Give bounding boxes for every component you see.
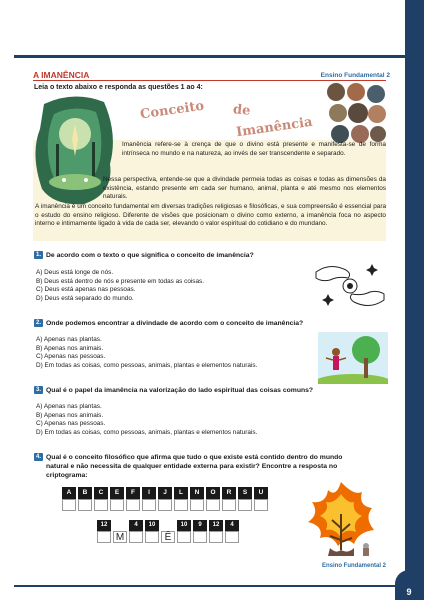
question-2-options (36, 336, 257, 370)
option[interactable]: B) Apenas nos animais. (36, 344, 104, 352)
question-number: 2. (35, 320, 41, 326)
question-1 (34, 251, 254, 260)
answer-letter-field[interactable] (129, 531, 143, 543)
key-letter: S (238, 487, 252, 499)
answer-letter-field[interactable] (209, 531, 223, 543)
question-2 (34, 319, 303, 328)
answer-letter-field[interactable] (225, 531, 239, 543)
deco-word-imanencia: Imanência (235, 114, 314, 141)
option[interactable]: A) Deus está longe de nós. (36, 269, 114, 276)
key-number-field[interactable] (142, 499, 156, 511)
key-letter: O (206, 487, 220, 499)
question-3-options (36, 403, 257, 437)
key-number-field[interactable] (78, 499, 92, 511)
deco-word-de: de (232, 102, 251, 119)
passage-paragraph-3: A imanência é um conceito fundamental em diversas tradições religiosas e filosóficas, e sua compreensão é essencial para o estudo do ensino religioso. Diferente de visões que posicionam o divino como externo, a imanência foca no aspecto interno e intimamente ligado à vida de cada ser, elevando o valor espiritual do cotidiano e do mundano. (35, 203, 386, 228)
question-text-line-2: natural e não necessita de qualquer entidade externa para existir? Encontre a resposta no (46, 463, 338, 470)
question-number: 3. (35, 387, 41, 393)
bottom-rule (14, 585, 395, 587)
key-letter: U (254, 487, 268, 499)
nature-mosaic-image (326, 82, 386, 144)
key-number-field[interactable] (126, 499, 140, 511)
key-number-field[interactable] (158, 499, 172, 511)
answer-letter-field[interactable]: M (113, 531, 127, 543)
key-number-field[interactable] (174, 499, 188, 511)
question-text-line-1: Qual é o conceito filosófico que afirma que tudo o que existe está contido dentro do mundo (46, 454, 343, 461)
key-letter: L (174, 487, 188, 499)
key-number-field[interactable] (190, 499, 204, 511)
answer-number: 10 (177, 520, 191, 531)
key-letter: F (126, 487, 140, 499)
key-number-field[interactable] (62, 499, 76, 511)
answer-number (113, 520, 127, 531)
instructions: Leia o texto abaixo e responda as questões 1 ao 4: (34, 84, 203, 91)
answer-letter-field[interactable] (177, 531, 191, 543)
answer-letter-field[interactable] (145, 531, 159, 543)
deco-word-conceito: Conceito (139, 98, 206, 123)
option[interactable]: B) Deus está dentro de nós e presente em todas as coisas. (36, 277, 205, 285)
title-rule (33, 80, 386, 81)
option[interactable]: A) Apenas nas plantas. (36, 403, 102, 410)
key-number-field[interactable] (254, 499, 268, 511)
burning-bush-illustration (302, 478, 380, 558)
key-letter: A (62, 487, 76, 499)
passage-paragraph-2: Nessa perspectiva, entende-se que a divindade permeia todas as coisas e todas as dimensões da existência, estando presente em cada ser humano, animal, planta e até mesmo nos elementos naturais. (103, 176, 386, 201)
answer-letter-field[interactable]: Ê (161, 531, 175, 543)
footer-level-label: Ensino Fundamental 2 (321, 563, 386, 569)
key-number-field[interactable] (222, 499, 236, 511)
key-letter: B (78, 487, 92, 499)
option[interactable]: C) Deus está apenas nas pessoas. (36, 286, 136, 294)
passage-paragraph-1: Imanência refere-se à crença de que o divino está presente e manifesta-se de forma intrínseca no mundo e na natureza, ao invés de ser transcendente e separado. (122, 141, 386, 157)
key-number-field[interactable] (238, 499, 252, 511)
option[interactable]: D) Em todas as coisas, como pessoas, animais, plantas e elementos naturais. (36, 361, 258, 369)
page-title: A IMANÊNCIA (33, 70, 90, 80)
option[interactable]: D) Em todas as coisas, como pessoas, animais, plantas e elementos naturais. (36, 428, 258, 436)
question-text: Qual é o papel da imanência na valorização do lado espiritual das coisas comuns? (46, 387, 314, 394)
top-rule (14, 55, 410, 58)
answer-number: 10 (145, 520, 159, 531)
option[interactable]: C) Apenas nas pessoas. (36, 353, 106, 361)
question-3 (34, 386, 313, 395)
answer-letter-field[interactable] (97, 531, 111, 543)
option[interactable]: D) Deus está separado do mundo. (36, 294, 134, 302)
key-letter: I (142, 487, 156, 499)
question-number: 1. (35, 252, 41, 258)
question-text: De acordo com o texto o que significa o conceito de imanência? (46, 252, 254, 259)
question-number: 4. (35, 454, 41, 460)
answer-number: 4 (225, 520, 239, 531)
answer-number: 4 (129, 520, 143, 531)
hands-illustration (312, 258, 388, 314)
nature-person-illustration (318, 332, 388, 384)
answer-number: 9 (193, 520, 207, 531)
question-text: Onde podemos encontrar a divindade de acordo com o conceito de imanência? (46, 320, 304, 327)
level-label: Ensino Fundamental 2 (320, 72, 390, 79)
question-text-line-3: criptograma: (46, 472, 88, 479)
key-number-field[interactable] (206, 499, 220, 511)
question-1-options (36, 269, 204, 303)
key-number-field[interactable] (110, 499, 124, 511)
page-number: 9 (406, 587, 412, 597)
key-letter: C (94, 487, 108, 499)
decorative-title-2 (235, 114, 314, 141)
answer-number: 12 (209, 520, 223, 531)
side-band (405, 0, 424, 600)
decorative-title (139, 98, 251, 123)
option[interactable]: B) Apenas nos animais. (36, 411, 104, 419)
key-letter: E (110, 487, 124, 499)
answer-letter-field[interactable] (193, 531, 207, 543)
option[interactable]: A) Apenas nas plantas. (36, 336, 102, 343)
question-4 (34, 453, 364, 480)
answer-number: 12 (97, 520, 111, 531)
key-number-field[interactable] (94, 499, 108, 511)
key-letter: J (158, 487, 172, 499)
key-letter: N (190, 487, 204, 499)
answer-number (161, 520, 175, 531)
key-letter: R (222, 487, 236, 499)
option[interactable]: C) Apenas nas pessoas. (36, 420, 106, 428)
